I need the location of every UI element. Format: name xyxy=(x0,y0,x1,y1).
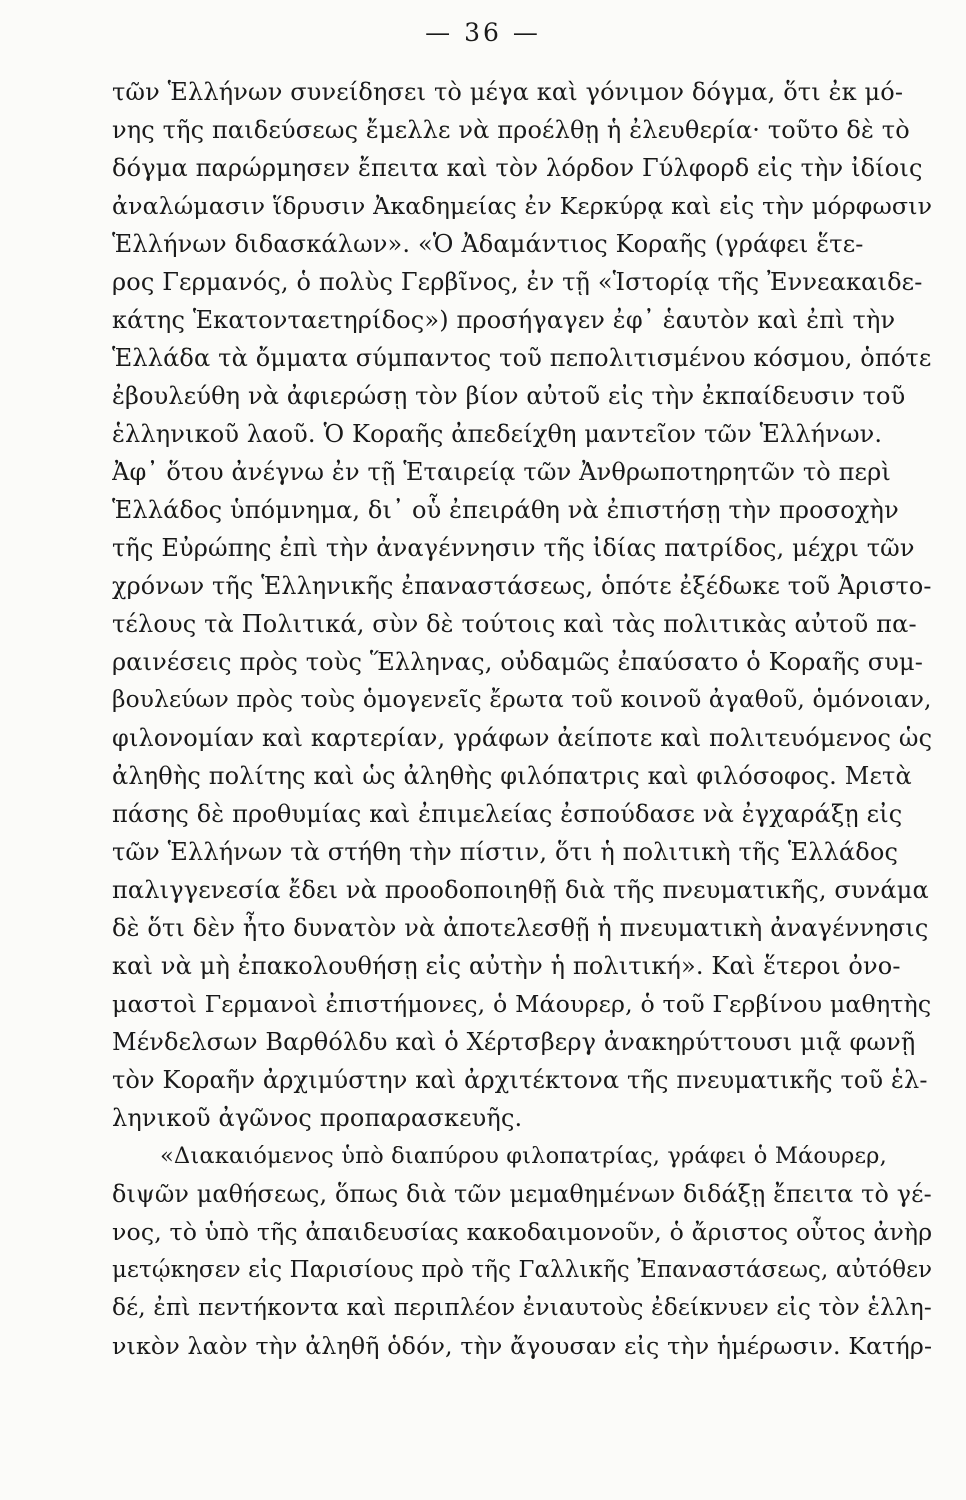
text-line: πάσης δὲ προθυμίας καὶ ἐπιμελείας ἐσπούδασε νὰ ἐγχαράξῃ εἰς xyxy=(112,800,903,828)
text-line: διψῶν μαθήσεως, ὅπως διὰ τῶν μεμαθημένων διδάξῃ ἔπειτα τὸ γέ- xyxy=(112,1180,932,1208)
paragraph xyxy=(112,1137,932,1365)
text-line: ἑλληνικοῦ λαοῦ. Ὁ Κοραῆς ἀπεδείχθη μαντεῖον τῶν Ἑλλήνων. xyxy=(112,420,883,448)
text-line: κάτης Ἑκατονταετηρίδος») προσήγαγεν ἐφ᾽ ἑαυτὸν καὶ ἐπὶ τὴν xyxy=(112,306,896,334)
text-line: καὶ νὰ μὴ ἐπακολουθήσῃ εἰς αὐτὴν ἡ πολιτική». Καὶ ἕτεροι ὀνο- xyxy=(112,952,901,980)
text-line: φιλονομίαν καὶ καρτερίαν, γράφων ἀείποτε καὶ πολιτευόμενος ὡς xyxy=(112,724,932,752)
text-line: τῶν Ἑλλήνων συνείδησει τὸ μέγα καὶ γόνιμον δόγμα, ὅτι ἐκ μό- xyxy=(112,78,904,106)
text-line: τῆς Εὐρώπης ἐπὶ τὴν ἀναγέννησιν τῆς ἰδίας πατρίδος, μέχρι τῶν xyxy=(112,534,915,562)
text-line: νος, τὸ ὑπὸ τῆς ἀπαιδευσίας κακοδαιμονοῦν, ὁ ἄριστος οὗτος ἀνὴρ xyxy=(112,1218,932,1246)
text-line: Ἑλλάδα τὰ ὄμματα σύμπαντος τοῦ πεπολιτισμένου κόσμου, ὁπότε xyxy=(112,344,932,372)
text-line: δέ, ἐπὶ πεντήκοντα καὶ περιπλέον ἐνιαυτοὺς ἐδείκνυεν εἰς τὸν ἑλλη- xyxy=(112,1294,932,1321)
text-line: βουλεύων πρὸς τοὺς ὁμογενεῖς ἔρωτα τοῦ κοινοῦ ἀγαθοῦ, ὁμόνοιαν, xyxy=(112,686,932,713)
text-line: ἀληθὴς πολίτης καὶ ὡς ἀληθὴς φιλόπατρις καὶ φιλόσοφος. Μετὰ xyxy=(112,762,912,790)
text-line: ραινέσεις πρὸς τοὺς Ἕλληνας, οὐδαμῶς ἐπαύσατο ὁ Κοραῆς συμ- xyxy=(112,648,924,676)
text-line: ἀναλώμασιν ἵδρυσιν Ἀκαδημείας ἐν Κερκύρᾳ καὶ εἰς τὴν μόρφωσιν xyxy=(112,192,932,220)
text-line: «Διακαιόμενος ὑπὸ διαπύρου φιλοπατρίας, γράφει ὁ Μάουρερ, xyxy=(160,1143,887,1169)
text-line: νικὸν λαὸν τὴν ἀληθῆ ὁδόν, τὴν ἄγουσαν εἰς τὴν ἡμέρωσιν. Κατήρ- xyxy=(112,1332,932,1360)
text-line: Ἑλλάδος ὑπόμνημα, δι᾽ οὗ ἐπειράθη νὰ ἐπιστήσῃ τὴν προσοχὴν xyxy=(112,496,899,524)
text-line: Μένδελσων Βαρθόλδυ καὶ ὁ Χέρτσβεργ ἀνακηρύττουσι μιᾷ φωνῇ xyxy=(112,1028,916,1056)
text-line: ληνικοῦ ἀγῶνος προπαρασκευῆς. xyxy=(112,1104,523,1132)
text-line: δόγμα παρώρμησεν ἔπειτα καὶ τὸν λόρδον Γύλφορδ εἰς τὴν ἰδίοις xyxy=(112,154,923,182)
text-line: μαστοὶ Γερμανοὶ ἐπιστήμονες, ὁ Μάουρερ, ὁ τοῦ Γερβίνου μαθητὴς xyxy=(112,990,932,1018)
page-number: — 36 — xyxy=(425,18,541,47)
text-line: ἐβουλεύθη νὰ ἀφιερώσῃ τὸν βίον αὐτοῦ εἰς τὴν ἐκπαίδευσιν τοῦ xyxy=(112,382,906,410)
text-line: Ἑλλήνων διδασκάλων». «Ὁ Ἀδαμάντιος Κοραῆς (γράφει ἕτε- xyxy=(112,230,864,258)
text-line: παλιγγενεσία ἔδει νὰ προοδοποιηθῇ διὰ τῆς πνευματικῆς, συνάμα xyxy=(112,876,929,904)
body-text xyxy=(112,73,932,1365)
text-line: νης τῆς παιδεύσεως ἔμελλε νὰ προέλθῃ ἡ ἐλευθερία· τοῦτο δὲ τὸ xyxy=(112,116,910,144)
text-line: τέλους τὰ Πολιτικά, σὺν δὲ τούτοις καὶ τὰς πολιτικὰς αὐτοῦ πα- xyxy=(112,610,917,638)
text-line: δὲ ὅτι δὲν ἦτο δυνατὸν νὰ ἀποτελεσθῇ ἡ πνευματικὴ ἀναγέννησις xyxy=(112,914,929,942)
paragraph xyxy=(112,73,932,1137)
text-line: μετῴκησεν εἰς Παρισίους πρὸ τῆς Γαλλικῆς Ἐπαναστάσεως, αὐτόθεν xyxy=(112,1257,932,1283)
text-line: χρόνων τῆς Ἑλληνικῆς ἐπαναστάσεως, ὁπότε ἐξέδωκε τοῦ Ἀριστο- xyxy=(112,572,932,600)
text-line: τὸν Κοραῆν ἀρχιμύστην καὶ ἀρχιτέκτονα τῆς πνευματικῆς τοῦ ἑλ- xyxy=(112,1066,928,1094)
text-line: Ἀφ᾽ ὅτου ἀνέγνω ἐν τῇ Ἑταιρείᾳ τῶν Ἀνθρωποτηρητῶν τὸ περὶ xyxy=(112,458,891,486)
text-line: τῶν Ἑλλήνων τὰ στήθη τὴν πίστιν, ὅτι ἡ πολιτικὴ τῆς Ἑλλάδος xyxy=(112,838,899,866)
text-line: ρος Γερμανός, ὁ πολὺς Γερβῖνος, ἐν τῇ «Ἱστορίᾳ τῆς Ἐννεακαιδε- xyxy=(112,268,923,296)
